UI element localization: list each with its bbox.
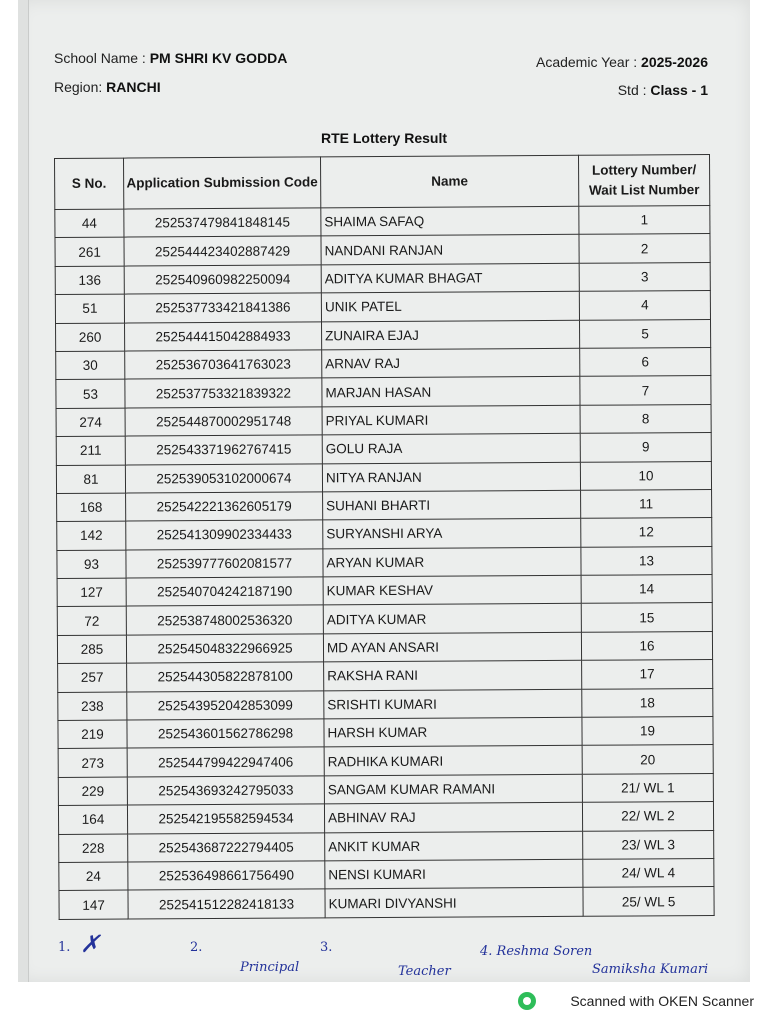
sno-cell: 261 [55,237,124,266]
col-lottery: Lottery Number/ Wait List Number [578,154,709,206]
name-cell: ABHINAV RAJ [324,802,582,832]
code-cell: 252543601562786298 [127,719,324,749]
col-sno: S No. [55,158,124,209]
name-cell: ARYAN KUMAR [323,547,581,577]
code-cell: 252537733421841386 [124,293,321,323]
table-row [56,347,711,379]
code-cell: 252545048322966925 [126,634,323,664]
lottery-cell: 12 [581,518,712,547]
code-cell: 252544870002951748 [125,407,322,437]
name-cell: PRIYAL KUMARI [322,405,580,435]
sno-cell: 51 [55,294,124,323]
std-line [618,82,708,98]
lottery-cell: 25/ WL 5 [583,887,714,916]
name-cell: ADITYA KUMAR BHAGAT [321,263,579,293]
signature-4: 4. Reshma Soren [480,944,593,959]
lottery-cell: 4 [579,291,710,320]
sno-cell: 229 [58,777,127,806]
lottery-cell: 10 [580,461,711,490]
lottery-cell: 19 [582,717,713,746]
school-label: School Name : [54,50,150,66]
sno-cell: 228 [59,834,128,863]
code-cell: 252544305822878100 [127,662,324,692]
name-cell: NANDANI RANJAN [321,235,579,265]
table-row [56,461,711,493]
table-body [55,205,714,919]
region-label: Region: [54,79,107,95]
lottery-cell: 15 [581,603,712,632]
year-value: 2025-2026 [641,54,708,70]
school-name-line [54,50,287,66]
sno-cell: 72 [57,607,126,636]
code-cell: 252538748002536320 [126,605,323,635]
code-cell: 252539053102000674 [125,463,322,493]
signature-3-role: Teacher [398,964,451,979]
name-cell: ARNAV RAJ [322,348,580,378]
table-row [58,688,713,720]
academic-year-line [536,54,708,70]
table-row [55,234,710,266]
table-row [58,773,713,805]
code-cell: 252540704242187190 [126,577,323,607]
sno-cell: 142 [57,521,126,550]
signature-5: Samiksha Kumari [592,962,709,977]
table-row [56,319,711,351]
table-row [58,717,713,749]
signatures-area [58,930,748,982]
table-row [55,262,710,294]
name-cell: ADITYA KUMAR [323,604,581,634]
lottery-cell: 16 [581,631,712,660]
code-cell: 252544799422947406 [127,747,324,777]
sno-cell: 44 [55,209,124,238]
sno-cell: 273 [58,748,127,777]
signature-1-mark: ✗ [80,930,101,958]
lottery-cell: 14 [581,575,712,604]
table-row [57,518,712,550]
lottery-cell: 5 [579,319,710,348]
sno-cell: 274 [56,408,125,437]
name-cell: SUHANI BHARTI [323,490,581,520]
code-cell: 252537753321839322 [125,378,322,408]
table-row [56,404,711,436]
code-cell: 252541309902334433 [126,520,323,550]
table-row [59,887,714,919]
sno-cell: 127 [57,578,126,607]
signature-2-number: 2. [190,940,203,955]
table-row [57,546,712,578]
scanner-footer [0,982,768,1024]
code-cell: 252544415042884933 [125,321,322,351]
name-cell: SHAIMA SAFAQ [321,206,579,236]
name-cell: SURYANSHI ARYA [323,519,581,549]
name-cell: NENSI KUMARI [325,859,583,889]
name-cell: KUMAR KESHAV [323,575,581,605]
code-cell: 252536498661756490 [128,861,325,891]
lottery-cell: 24/ WL 4 [583,858,714,887]
sno-cell: 93 [57,550,126,579]
lottery-cell: 18 [582,688,713,717]
lottery-cell: 21/ WL 1 [582,773,713,802]
signature-1-number: 1. [58,940,71,955]
name-cell: RAKSHA RANI [324,661,582,691]
sno-cell: 211 [56,436,125,465]
sno-cell: 164 [58,805,127,834]
code-cell: 252544423402887429 [124,236,321,266]
name-cell: HARSH KUMAR [324,717,582,747]
lottery-cell: 7 [580,376,711,405]
lottery-cell: 8 [580,404,711,433]
table-row [56,376,711,408]
name-cell: SANGAM KUMAR RAMANI [324,774,582,804]
sno-cell: 285 [57,635,126,664]
table-row [59,858,714,890]
name-cell: RADHIKA KUMARI [324,746,582,776]
lottery-cell: 9 [580,433,711,462]
name-cell: UNIK PATEL [321,291,579,321]
lottery-cell: 13 [581,546,712,575]
std-label: Std : [617,82,651,98]
table-row [57,603,712,635]
code-cell: 252540960982250094 [124,265,321,295]
lottery-cell: 1 [579,205,710,234]
code-cell: 252536703641763023 [125,350,322,380]
lottery-cell: 3 [579,262,710,291]
lottery-cell: 17 [582,660,713,689]
table-row [56,433,711,465]
name-cell: SRISHTI KUMARI [324,689,582,719]
page-edge [18,0,29,982]
lottery-cell: 22/ WL 2 [582,802,713,831]
lottery-table [54,154,715,920]
table-row [55,291,710,323]
lottery-cell: 6 [580,347,711,376]
code-cell: 252537479841848145 [124,208,321,238]
sno-cell: 24 [59,862,128,891]
lottery-cell: 2 [579,234,710,263]
school-name: PM SHRI KV GODDA [149,50,288,66]
lottery-cell: 23/ WL 3 [583,830,714,859]
sno-cell: 168 [57,493,126,522]
code-cell: 252543371962767415 [125,435,322,465]
code-cell: 252539777602081577 [126,549,323,579]
code-cell: 252541512282418133 [128,889,325,919]
table-header-row [55,154,710,209]
table-row [57,575,712,607]
page-title: RTE Lottery Result [320,130,447,146]
scanned-page [18,0,750,982]
std-value: Class - 1 [650,82,708,98]
name-cell: MD AYAN ANSARI [323,632,581,662]
region-value: RANCHI [106,79,161,95]
code-cell: 252543693242795033 [127,776,324,806]
table-row [57,631,712,663]
lottery-cell: 20 [582,745,713,774]
col-code: Application Submission Code [124,157,321,209]
signature-2-role: Principal [240,960,300,975]
sno-cell: 136 [55,266,124,295]
code-cell: 252543952042853099 [127,691,324,721]
lottery-cell: 11 [581,489,712,518]
name-cell: ZUNAIRA EJAJ [322,320,580,350]
code-cell: 252542195582594534 [127,804,324,834]
signature-3-number: 3. [320,940,333,955]
sno-cell: 81 [56,465,125,494]
name-cell: ANKIT KUMAR [325,831,583,861]
table-row [59,830,714,862]
table-row [55,205,710,237]
table-row [58,745,713,777]
sno-cell: 260 [56,323,125,352]
oken-logo-icon [518,992,536,1010]
sno-cell: 257 [58,663,127,692]
name-cell: GOLU RAJA [322,433,580,463]
region-line [54,79,161,95]
name-cell: MARJAN HASAN [322,377,580,407]
table-row [58,802,713,834]
scanner-watermark: Scanned with OKEN Scanner [570,993,754,1009]
sno-cell: 53 [56,379,125,408]
table-row [58,660,713,692]
code-cell: 252542221362605179 [126,492,323,522]
sno-cell: 30 [56,351,125,380]
sno-cell: 238 [58,692,127,721]
table-row [57,489,712,521]
year-label: Academic Year : [535,54,642,70]
code-cell: 252543687222794405 [128,832,325,862]
sno-cell: 219 [58,720,127,749]
name-cell: NITYA RANJAN [322,462,580,492]
name-cell: KUMARI DIVYANSHI [325,888,583,918]
col-name: Name [320,155,578,208]
sno-cell: 147 [59,890,128,919]
